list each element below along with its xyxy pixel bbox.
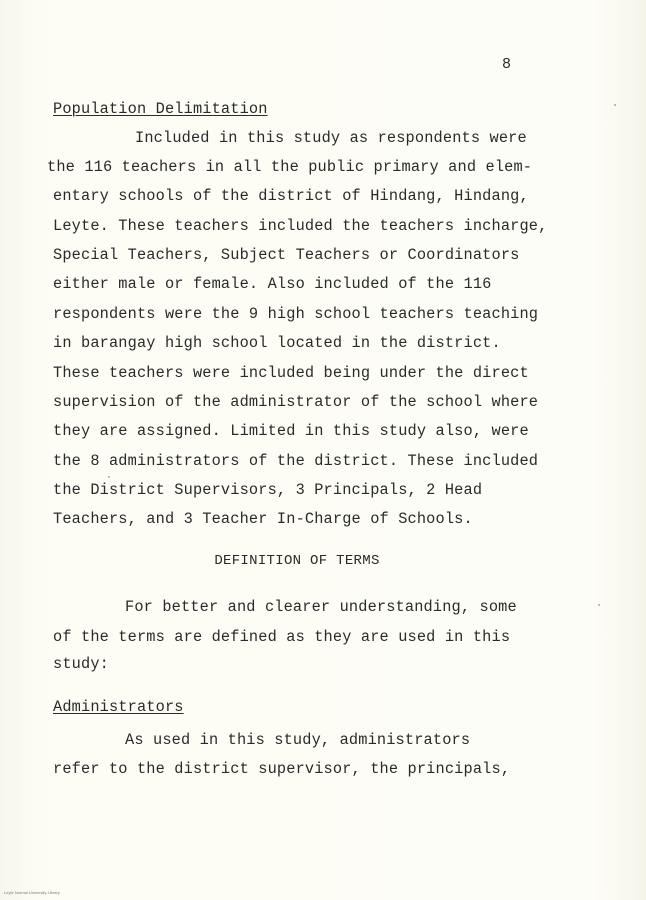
paper-speck <box>614 104 616 106</box>
paragraph-line: study: <box>53 655 109 673</box>
paragraph-line: in barangay high school located in the district. <box>53 334 501 352</box>
paragraph-line: they are assigned. Limited in this study also, were <box>53 422 529 440</box>
paragraph-line: the District Supervisors, 3 Principals, 2 Head <box>53 481 483 499</box>
paragraph-line: As used in this study, administrators <box>125 731 471 749</box>
footer-watermark: Leyte Normal University Library <box>4 890 60 895</box>
administrators-heading: Administrators <box>53 698 184 716</box>
paragraph-line: These teachers were included being under the direct <box>53 364 529 382</box>
paragraph-line: the 8 administrators of the district. These included <box>53 452 539 470</box>
paper-speck <box>108 476 110 478</box>
paragraph-line: Special Teachers, Subject Teachers or Coordinators <box>53 246 520 264</box>
paragraph-line: Leyte. These teachers included the teachers incharge, <box>53 217 548 235</box>
paragraph-line: of the terms are defined as they are used in this <box>53 628 511 646</box>
paragraph-line: entary schools of the district of Hindang, Hindang, <box>53 187 529 205</box>
paragraph-line: Included in this study as respondents were <box>135 129 527 147</box>
paragraph-line: refer to the district supervisor, the principals, <box>53 760 511 778</box>
paragraph-line: supervision of the administrator of the school where <box>53 393 539 411</box>
paragraph-line: respondents were the 9 high school teachers teaching <box>53 305 539 323</box>
paragraph-line: the 116 teachers in all the public primary and elem- <box>47 158 533 176</box>
paper-speck <box>598 604 600 606</box>
page-number: 8 <box>502 56 512 73</box>
paragraph-line: Teachers, and 3 Teacher In-Charge of Schools. <box>53 510 473 528</box>
definition-of-terms-heading: DEFINITION OF TERMS <box>214 553 380 569</box>
paragraph-line: either male or female. Also included of the 116 <box>53 275 492 293</box>
paragraph-line: For better and clearer understanding, some <box>125 598 517 616</box>
population-delimitation-heading: Population Delimitation <box>53 100 268 118</box>
